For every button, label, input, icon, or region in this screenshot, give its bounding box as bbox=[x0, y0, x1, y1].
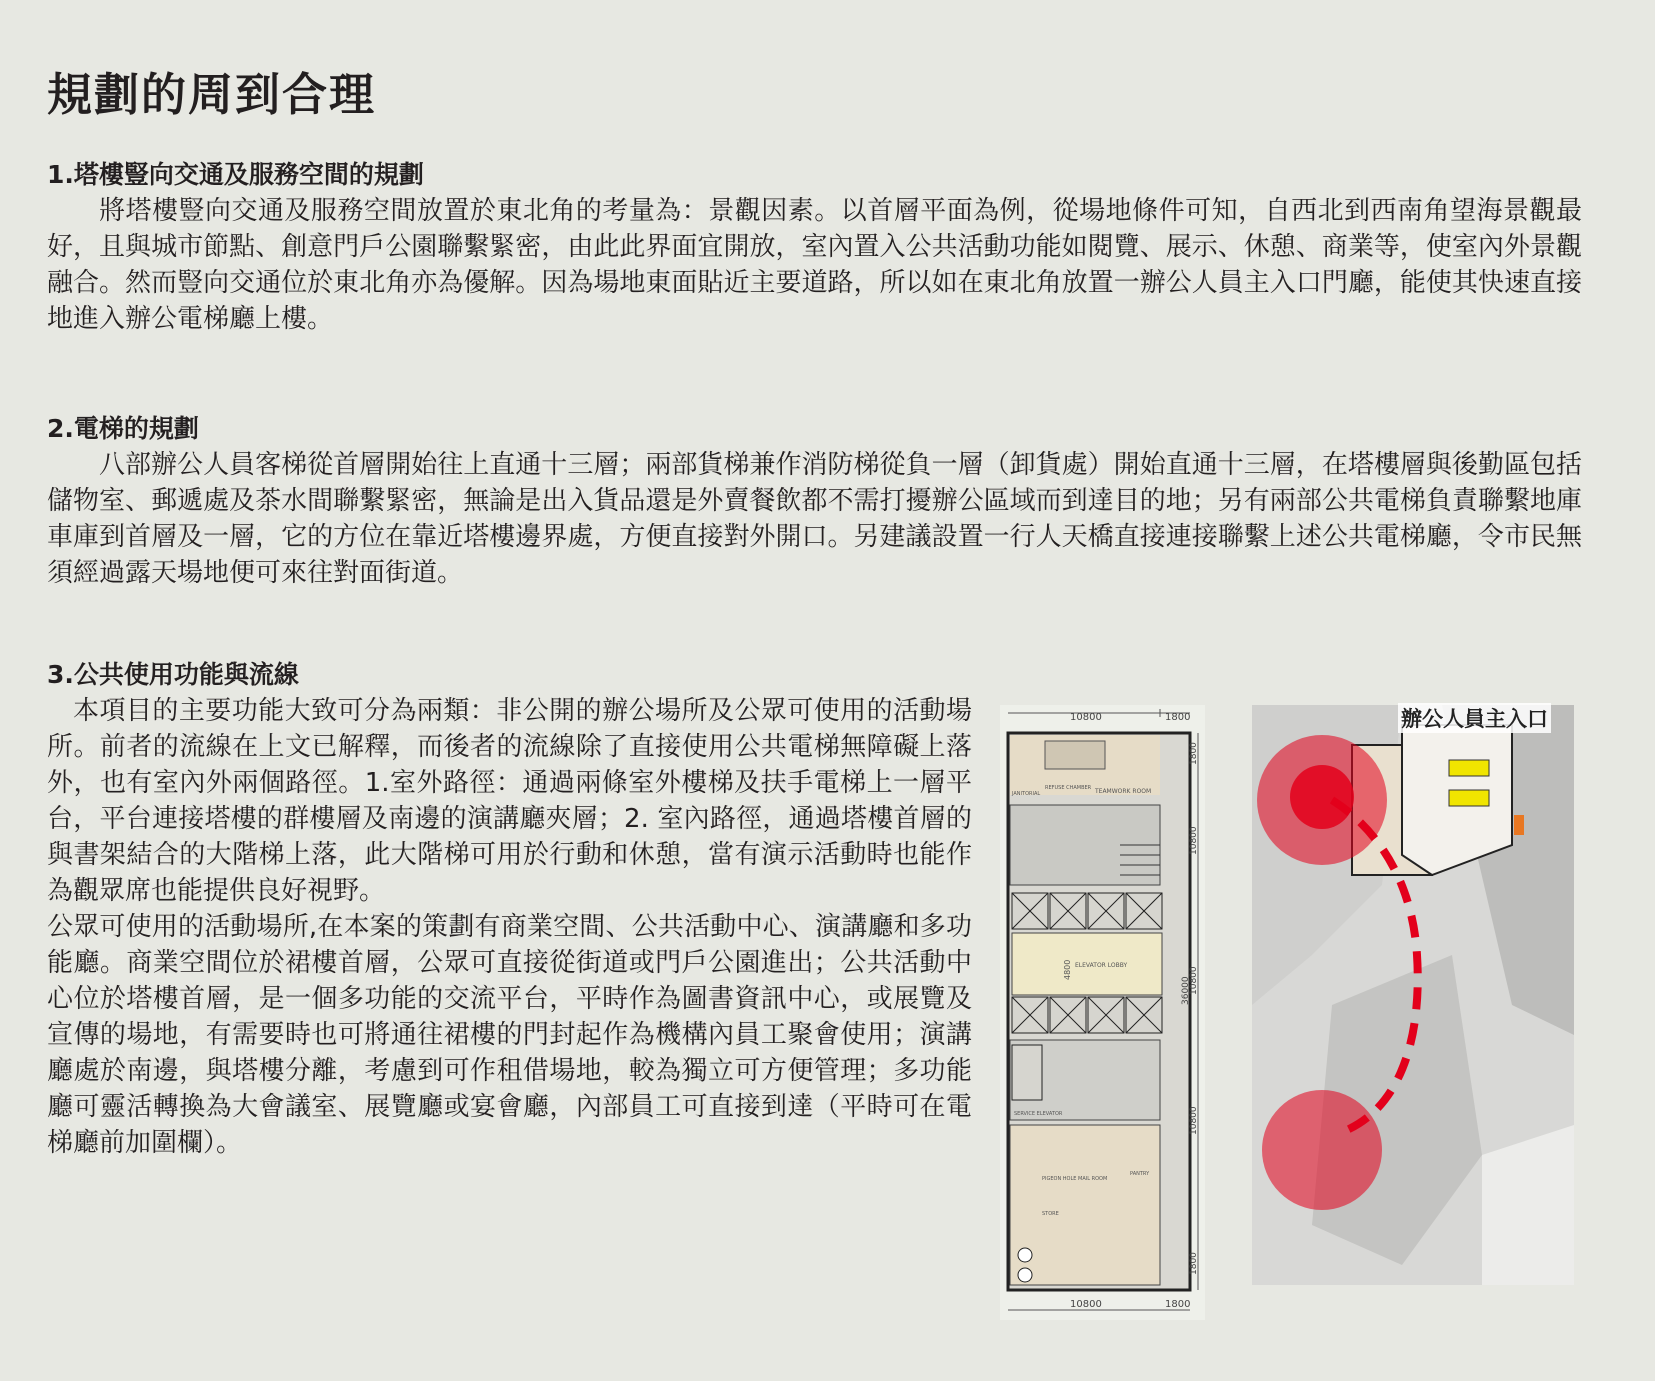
main-entrance-label: 辦公人員主入口 bbox=[1398, 703, 1551, 733]
dim-bottom-main: 10800 bbox=[1070, 1299, 1102, 1310]
page-title: 規劃的周到合理 bbox=[47, 68, 377, 121]
tower-floor-plan bbox=[1000, 705, 1205, 1320]
room-store: STORE bbox=[1042, 1211, 1059, 1217]
section-paragraph: 本項目的主要功能大致可分為兩類：非公開的辦公場所及公眾可使用的活動場所。前者的流線在上文已解釋，而後者的流線除了直接使用公共電梯無障礙上落外，也有室內外兩個路徑。1.室外路徑：通過兩條室外樓梯及扶手電梯上一層平台，平台連接塔樓的群樓層及南邊的演講廳夾層；2. 室內路徑，通過塔樓首層的與書架結合的大階梯上落，此大階梯可用於行動和休憩，當有演示活動時也能作為觀眾席也能提供良好視野。 bbox=[47, 696, 972, 906]
dim-top-side: 1800 bbox=[1165, 712, 1191, 723]
room-pigeon-hole: PIGEON HOLE MAIL ROOM bbox=[1042, 1176, 1108, 1182]
section-heading: 1.塔樓豎向交通及服務空間的規劃 bbox=[47, 160, 424, 189]
room-elevator-lobby: ELEVATOR LOBBY bbox=[1075, 962, 1128, 969]
room-teamwork: TEAMWORK ROOM bbox=[1095, 788, 1152, 795]
room-refuse: REFUSE CHAMBER bbox=[1045, 785, 1092, 791]
section-heading: 3.公共使用功能與流線 bbox=[47, 660, 299, 689]
room-pantry: PANTRY bbox=[1130, 1171, 1150, 1177]
dim-top-main: 10800 bbox=[1070, 712, 1102, 723]
room-service-elevator: SERVICE ELEVATOR bbox=[1014, 1111, 1063, 1117]
section-elevator-planning bbox=[47, 411, 1582, 591]
dim-total: 36000 bbox=[1181, 976, 1191, 1005]
room-janitorial: JANITORIAL bbox=[1012, 791, 1041, 797]
dim-right-4: 10800 bbox=[1189, 1106, 1199, 1135]
dim-right-1: 1800 bbox=[1189, 742, 1199, 765]
section-paragraph: 將塔樓豎向交通及服務空間放置於東北角的考量為：景觀因素。以首層平面為例，從場地條件可知，自西北到西南角望海景觀最好，且與城市節點、創意門戶公園聯繫緊密，由此此界面宜開放，室內置入公共活動功能如閱覽、展示、休憩、商業等，使室內外景觀融合。然而豎向交通位於東北角亦為優解。因為場地東面貼近主要道路，所以如在東北角放置一辦公人員主入口門廳，能使其快速直接地進入辦公電梯廳上樓。 bbox=[47, 196, 1582, 334]
section-public-functions bbox=[47, 657, 972, 1161]
section-heading: 2.電梯的規劃 bbox=[47, 414, 199, 443]
dim-right-3: 10800 bbox=[1189, 966, 1199, 995]
site-circulation-plan bbox=[1252, 705, 1574, 1285]
dim-bottom-side: 1800 bbox=[1165, 1299, 1191, 1310]
section-vertical-circulation bbox=[47, 157, 1582, 337]
section-paragraph: 公眾可使用的活動場所,在本案的策劃有商業空間、公共活動中心、演講廳和多功能廳。商業空間位於裙樓首層，公眾可直接從街道或門戶公園進出；公共活動中心位於塔樓首層，是一個多功能的交流平台，平時作為圖書資訊中心，或展覽及宣傳的場地，有需要時也可將通往裙樓的門封起作為機構內員工聚會使用；演講廳處於南邊，與塔樓分離，考慮到可作租借場地，較為獨立可方便管理；多功能廳可靈活轉換為大會議室、展覽廳或宴會廳，內部員工可直接到達（平時可在電梯廳前加圍欄）。 bbox=[47, 912, 972, 1158]
dim-right-5: 1800 bbox=[1189, 1252, 1199, 1275]
section-paragraph: 八部辦公人員客梯從首層開始往上直通十三層；兩部貨梯兼作消防梯從負一層（卸貨處）開始直通十三層，在塔樓層與後勤區包括儲物室、郵遞處及茶水間聯繫緊密，無論是出入貨品還是外賣餐飲都不需打擾辦公區域而到達目的地；另有兩部公共電梯負責聯繫地庫車庫到首層及一層，它的方位在靠近塔樓邊界處，方便直接對外開口。另建議設置一行人天橋直接連接聯繫上述公共電梯廳，令市民無須經過露天場地便可來往對面街道。 bbox=[47, 450, 1582, 588]
dim-core: 4800 bbox=[1063, 959, 1072, 980]
dim-right-2: 10800 bbox=[1189, 826, 1199, 855]
